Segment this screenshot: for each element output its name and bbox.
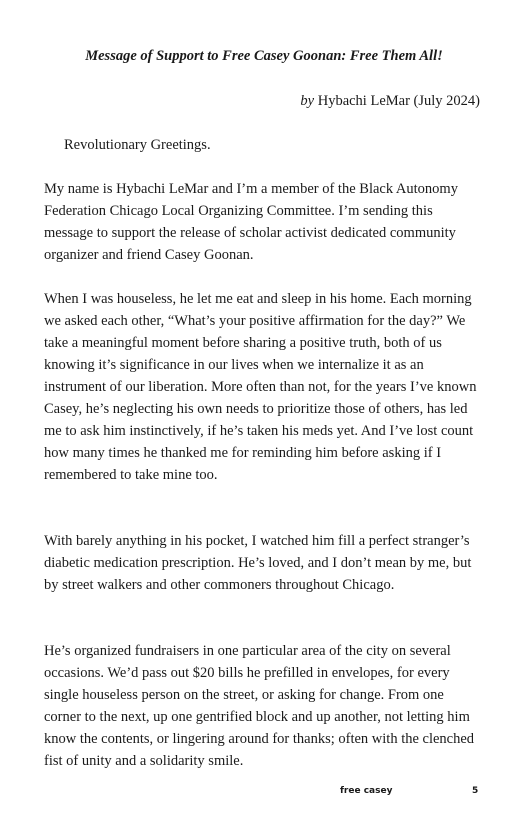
- page-number: 5: [472, 786, 479, 796]
- document-title: Message of Support to Free Casey Goonan: Free Them All!: [85, 48, 443, 64]
- byline: [300, 91, 480, 111]
- footer-label: free casey: [340, 786, 393, 796]
- paragraph: He’s organized fundraisers in one particular area of the city on several occasions. We’d pass out $20 bills he prefilled in envelopes, for every single houseless person on the street, or asking for change. From one corner to the next, up one gentrified block and up another, not letting him know the contents, or lingering around for thanks; often with the clenched fist of unity and a solidarity smile.: [44, 643, 475, 769]
- paragraph: With barely anything in his pocket, I watched him fill a perfect stranger’s diabetic medication prescription. He’s loved, and I don’t mean by me, but by street walkers and other commoners throughout Chicago.: [44, 533, 472, 593]
- byline-author: Hybachi LeMar (July 2024): [317, 93, 480, 109]
- paragraph: My name is Hybachi LeMar and I’m a member of the Black Autonomy Federation Chicago Local Organizing Committee. I’m sending this message to support the release of scholar activist dedicated community organizer and friend Casey Goonan.: [44, 181, 458, 263]
- byline-prefix: by: [300, 93, 315, 109]
- greeting: Revolutionary Greetings.: [64, 137, 211, 153]
- paragraph: When I was houseless, he let me eat and sleep in his home. Each morning we asked each other, “What’s your positive affirmation for the day?” We take a meaningful moment before sharing a positive truth, both of us knowing it’s significance in our lives when we internalize it as an instrument of our liberation. More often than not, for the years I’ve known Casey, he’s neglecting his own needs to prioritize those of others, has led me to ask him instinctively, if he’s taken his meds yet. And I’ve lost count how many times he thanked me for reminding him before asking if I remembered to take mine too.: [44, 291, 477, 483]
